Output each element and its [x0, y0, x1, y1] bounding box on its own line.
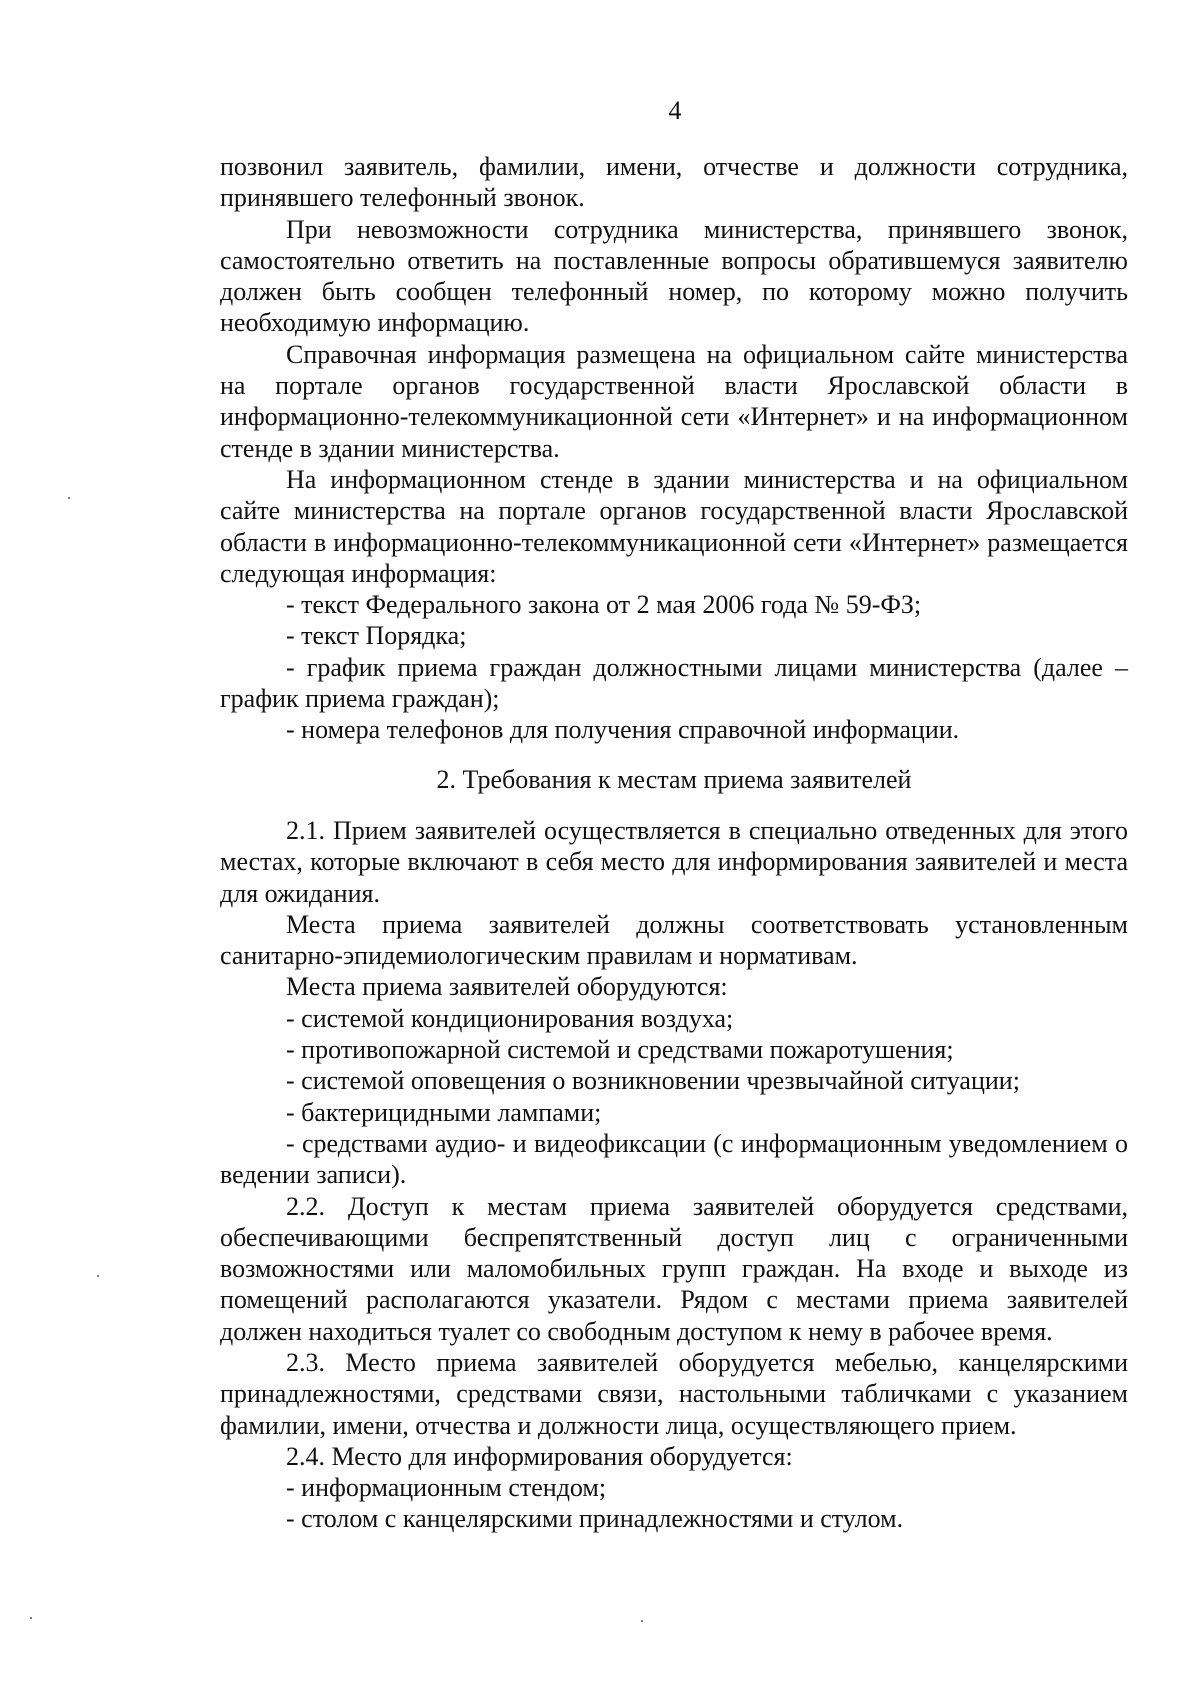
paragraph: 2.3. Место приема заявителей оборудуется мебелью, канцелярскими принадлежностями, средствами связи, настольными табличками с указанием фамилии, имени, отчества и должности лица, осуществляющего прием.: [220, 1347, 1128, 1440]
paragraph: позвонил заявитель, фамилии, имени, отчестве и должности сотрудника, принявшего телефонный звонок.: [220, 152, 1128, 213]
paragraph: На информационном стенде в здании министерства и на официальном сайте министерства на портале органов государственной власти Ярославской области в информационно-телекоммуникационной сети «Интернет» размещается следующая информация:: [220, 464, 1128, 588]
document-body: [220, 151, 1128, 1535]
section-heading: 2. Требования к местам приема заявителей: [436, 764, 912, 794]
paragraph: 2.4. Место для информирования оборудуется:: [286, 1441, 793, 1471]
scan-speck: [30, 1617, 32, 1619]
list-item: - системой кондиционирования воздуха;: [286, 1003, 734, 1033]
list-item: - противопожарной системой и средствами пожаротушения;: [286, 1035, 954, 1065]
list-item: - средствами аудио- и видеофиксации (с информационным уведомлением о ведении записи).: [220, 1128, 1128, 1190]
paragraph: 2.1. Прием заявителей осуществляется в специально отведенных для этого местах, которые включают в себя место для информирования заявителей и места для ожидания.: [220, 815, 1128, 908]
paragraph: Места приема заявителей должны соответствовать установленным санитарно-эпидемиологическим правилам и нормативам.: [220, 909, 1128, 971]
paragraph: При невозможности сотрудника министерства, принявшего звонок, самостоятельно ответить на поставленные вопросы обратившемуся заявителю должен быть сообщен телефонный номер, по которому можно получить необходимую информацию.: [220, 214, 1128, 338]
scan-speck: [641, 1620, 643, 1622]
paragraph: Места приема заявителей оборудуются:: [286, 972, 728, 1002]
list-item: - системой оповещения о возникновении чрезвычайной ситуации;: [286, 1066, 1020, 1096]
list-item: - график приема граждан должностными лицами министерства (далее – график приема граждан);: [220, 652, 1128, 714]
scan-speck: [68, 497, 70, 499]
paragraph: 2.2. Доступ к местам приема заявителей оборудуется средствами, обеспечивающими беспрепятственный доступ лиц с ограниченными возможностями или маломобильных групп граждан. На входе и выходе из помещений располагаются указатели. Рядом с местами приема заявителей должен находиться туалет со свободным доступом к нему в рабочее время.: [220, 1191, 1128, 1346]
list-item: - бактерицидными лампами;: [286, 1097, 602, 1127]
list-item: - текст Федерального закона от 2 мая 2006 года № 59-ФЗ;: [286, 590, 922, 620]
list-item: - номера телефонов для получения справочной информации.: [286, 715, 960, 745]
list-item: - текст Порядка;: [286, 621, 467, 651]
list-item: - столом с канцелярскими принадлежностями и стулом.: [286, 1504, 904, 1534]
page-number: 4: [668, 96, 682, 125]
list-item: - информационным стендом;: [286, 1473, 607, 1503]
paragraph: Справочная информация размещена на официальном сайте министерства на портале органов государственной власти Ярославской области в информационно-телекоммуникационной сети «Интернет» и на информационном стенде в здании министерства.: [220, 339, 1128, 463]
scan-speck: [97, 1275, 99, 1277]
